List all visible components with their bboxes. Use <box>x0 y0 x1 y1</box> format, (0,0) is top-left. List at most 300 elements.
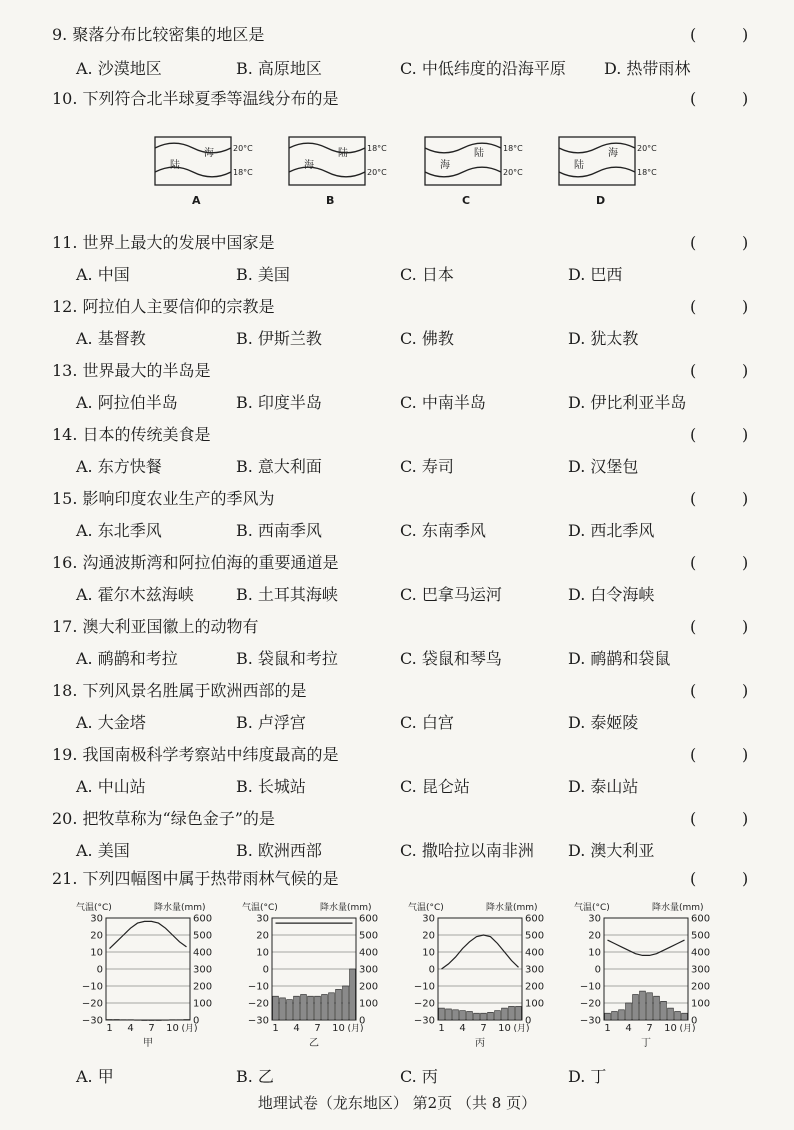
precip-axis-title: 降水量(mm) <box>486 903 538 913</box>
options-row <box>0 390 794 416</box>
isotherm-value: 20°C <box>367 168 387 177</box>
option-b[interactable]: B. 伊斯兰教 <box>236 329 322 348</box>
month-tick: 1 <box>438 1023 445 1034</box>
option-b[interactable]: B. 高原地区 <box>236 59 322 78</box>
precip-tick: 0 <box>691 1015 698 1027</box>
question-number: 11. <box>52 233 78 252</box>
option-b[interactable]: B. 卢浮宫 <box>236 713 306 732</box>
temp-tick: −20 <box>579 998 601 1010</box>
precip-bar <box>668 1008 674 1020</box>
question-number: 19. <box>52 745 78 764</box>
region-label: 海 <box>608 148 618 159</box>
temp-tick: 30 <box>588 913 601 925</box>
chart-name: 甲 <box>143 1038 153 1049</box>
precip-bar <box>439 1008 445 1020</box>
isotherm-value: 20°C <box>503 168 523 177</box>
precip-bar <box>280 998 286 1020</box>
question-number: 17. <box>52 617 78 636</box>
question-row <box>0 22 794 48</box>
precip-bar <box>467 1012 473 1021</box>
paren-close: ) <box>742 361 749 380</box>
question-row <box>0 294 794 320</box>
region-label: 海 <box>204 148 214 159</box>
precip-tick: 300 <box>525 964 545 976</box>
region-label: 海 <box>440 160 450 171</box>
chart-name: 乙 <box>309 1038 319 1049</box>
isotherm-value: 18°C <box>233 168 253 177</box>
precip-bar <box>488 1012 494 1020</box>
precip-bar <box>661 1001 667 1020</box>
precip-bar <box>322 995 328 1021</box>
question-row <box>0 742 794 768</box>
options-row <box>0 56 794 82</box>
option-a[interactable]: A. 霍尔木兹海峡 <box>76 585 194 604</box>
month-tick: 4 <box>293 1023 300 1034</box>
option-d[interactable]: D. 巴西 <box>568 265 623 284</box>
question-text: 我国南极科学考察站中纬度最高的是 <box>82 745 339 764</box>
question-text: 日本的传统美食是 <box>82 425 211 444</box>
option-d[interactable]: D. 丁 <box>568 1067 607 1086</box>
option-a[interactable]: A. 美国 <box>76 841 130 860</box>
precip-tick: 500 <box>691 930 711 942</box>
question-row <box>0 550 794 576</box>
question-row <box>0 678 794 704</box>
precip-bar <box>163 1020 169 1021</box>
month-tick: 4 <box>127 1023 134 1034</box>
precip-tick: 400 <box>691 947 711 959</box>
month-tick: 10 <box>498 1023 511 1034</box>
precip-bar <box>605 1013 611 1020</box>
option-a[interactable]: A. 东北季风 <box>76 521 162 540</box>
temp-tick: −10 <box>81 981 103 993</box>
temp-tick: −30 <box>579 1015 601 1027</box>
option-d[interactable]: D. 泰姬陵 <box>568 713 639 732</box>
precip-bar <box>301 995 307 1021</box>
climate-chart <box>242 898 404 1050</box>
question-stem <box>52 358 211 384</box>
option-c[interactable]: C. 中南半岛 <box>400 393 486 412</box>
month-tick: 10 <box>664 1023 677 1034</box>
isotherm-line <box>425 143 501 153</box>
isotherm-line <box>155 143 231 153</box>
precip-bar <box>647 993 653 1020</box>
paren-close: ) <box>742 809 749 828</box>
options-row <box>0 454 794 480</box>
isotherm-line <box>559 167 635 177</box>
paren-close: ) <box>742 745 749 764</box>
precip-tick: 100 <box>193 998 213 1010</box>
precip-bar <box>336 989 342 1020</box>
temp-tick: −30 <box>247 1015 269 1027</box>
temp-tick: 30 <box>256 913 269 925</box>
temp-tick: −30 <box>413 1015 435 1027</box>
precip-tick: 500 <box>525 930 545 942</box>
region-label: 陆 <box>338 148 348 159</box>
paren-open: ( <box>690 361 697 380</box>
precip-bar <box>640 991 646 1020</box>
option-c[interactable]: C. 袋鼠和琴鸟 <box>400 649 502 668</box>
paren-open: ( <box>690 869 697 888</box>
precip-bar <box>446 1009 452 1020</box>
option-d[interactable]: D. 泰山站 <box>568 777 639 796</box>
paren-open: ( <box>690 233 697 252</box>
option-d[interactable]: D. 汉堡包 <box>568 457 639 476</box>
question-stem <box>52 806 275 832</box>
option-d[interactable]: D. 犹太教 <box>568 329 639 348</box>
option-a[interactable]: A. 阿拉伯半岛 <box>76 393 178 412</box>
option-c[interactable]: C. 白宫 <box>400 713 454 732</box>
question-stem <box>52 742 339 768</box>
climate-chart <box>408 898 570 1050</box>
precip-bar <box>294 996 300 1020</box>
option-c[interactable]: C. 东南季风 <box>400 521 486 540</box>
isotherm-value: 18°C <box>367 144 387 153</box>
month-tick: 10 <box>166 1023 179 1034</box>
temp-tick: 10 <box>256 947 269 959</box>
question-row <box>0 422 794 448</box>
month-unit: (月) <box>181 1024 198 1034</box>
precip-tick: 100 <box>691 998 711 1010</box>
month-tick: 4 <box>625 1023 632 1034</box>
precip-bar <box>149 1020 155 1021</box>
precip-tick: 300 <box>359 964 379 976</box>
precip-tick: 600 <box>359 913 379 925</box>
question-stem <box>52 86 339 112</box>
paren-open: ( <box>690 89 697 108</box>
precip-tick: 200 <box>193 981 213 993</box>
precip-axis-title: 降水量(mm) <box>320 903 372 913</box>
option-a[interactable]: A. 甲 <box>76 1067 114 1086</box>
option-b[interactable]: B. 土耳其海峡 <box>236 585 338 604</box>
question-stem <box>52 422 211 448</box>
paren-open: ( <box>690 809 697 828</box>
options-row <box>0 646 794 672</box>
options-row <box>0 1064 794 1090</box>
option-b[interactable]: B. 美国 <box>236 265 290 284</box>
precip-bar <box>350 969 356 1020</box>
option-a[interactable]: A. 东方快餐 <box>76 457 162 476</box>
paren-open: ( <box>690 681 697 700</box>
option-c[interactable]: C. 巴拿马运河 <box>400 585 502 604</box>
temp-tick: −10 <box>247 981 269 993</box>
temp-tick: 0 <box>594 964 601 976</box>
month-tick: 4 <box>459 1023 466 1034</box>
diagram-label: B <box>326 194 335 207</box>
question-number: 10. <box>52 89 78 108</box>
precip-bar <box>329 993 335 1020</box>
month-tick: 1 <box>106 1023 113 1034</box>
month-unit: (月) <box>347 1024 364 1034</box>
question-text: 影响印度农业生产的季风为 <box>82 489 275 508</box>
paren-open: ( <box>690 489 697 508</box>
option-b[interactable]: B. 欧洲西部 <box>236 841 322 860</box>
precip-bar <box>453 1010 459 1020</box>
paren-close: ) <box>742 233 749 252</box>
precip-bar <box>308 996 314 1020</box>
precip-tick: 400 <box>359 947 379 959</box>
precip-tick: 600 <box>691 913 711 925</box>
isotherm-value: 20°C <box>637 144 657 153</box>
options-row <box>0 262 794 288</box>
temp-curve <box>608 940 685 955</box>
isotherm-diagram <box>556 134 674 190</box>
paren-close: ) <box>742 553 749 572</box>
option-b[interactable]: B. 长城站 <box>236 777 306 796</box>
isotherm-value: 18°C <box>503 144 523 153</box>
question-text: 聚落分布比较密集的地区是 <box>72 25 265 44</box>
precip-bar <box>654 996 660 1020</box>
question-number: 14. <box>52 425 78 444</box>
precip-tick: 600 <box>525 913 545 925</box>
question-row <box>0 866 794 892</box>
question-stem <box>52 614 259 640</box>
paren-open: ( <box>690 25 697 44</box>
option-c[interactable]: C. 昆仑站 <box>400 777 470 796</box>
temp-tick: 10 <box>588 947 601 959</box>
month-tick: 7 <box>480 1023 487 1034</box>
precip-bar <box>516 1006 522 1020</box>
diagram-label: C <box>462 194 471 207</box>
temp-tick: 20 <box>422 930 435 942</box>
precip-tick: 400 <box>193 947 213 959</box>
precip-tick: 600 <box>193 913 213 925</box>
precip-bar <box>626 1003 632 1020</box>
paren-open: ( <box>690 425 697 444</box>
question-number: 20. <box>52 809 78 828</box>
precip-bar <box>156 1020 162 1021</box>
option-a[interactable]: A. 大金塔 <box>76 713 146 732</box>
options-row <box>0 774 794 800</box>
precip-tick: 100 <box>525 998 545 1010</box>
precip-bar <box>128 1020 134 1021</box>
temp-axis-title: 气温(°C) <box>76 903 112 913</box>
question-text: 世界最大的半岛是 <box>82 361 211 380</box>
precip-tick: 500 <box>193 930 213 942</box>
isotherm-line <box>289 167 365 177</box>
precip-bar <box>509 1006 515 1020</box>
temp-tick: −20 <box>413 998 435 1010</box>
option-a[interactable]: A. 中山站 <box>76 777 146 796</box>
temp-tick: −10 <box>579 981 601 993</box>
paren-close: ) <box>742 489 749 508</box>
precip-tick: 0 <box>525 1015 532 1027</box>
temp-tick: 0 <box>262 964 269 976</box>
isotherm-line <box>155 167 231 177</box>
precip-bar <box>675 1012 681 1021</box>
precip-tick: 200 <box>691 981 711 993</box>
temp-tick: 0 <box>96 964 103 976</box>
isotherm-value: 18°C <box>637 168 657 177</box>
temp-tick: 0 <box>428 964 435 976</box>
option-c[interactable]: C. 寿司 <box>400 457 454 476</box>
isotherm-line <box>559 143 635 153</box>
precip-bar <box>460 1011 466 1020</box>
region-label: 陆 <box>474 148 484 159</box>
precip-bar <box>495 1011 501 1020</box>
question-number: 15. <box>52 489 78 508</box>
question-stem <box>52 866 339 892</box>
option-b[interactable]: B. 印度半岛 <box>236 393 322 412</box>
question-text: 世界上最大的发展中国家是 <box>82 233 275 252</box>
option-b[interactable]: B. 意大利面 <box>236 457 322 476</box>
question-text: 下列风景名胜属于欧洲西部的是 <box>82 681 307 700</box>
option-a[interactable]: A. 鸸鹋和考拉 <box>76 649 178 668</box>
option-c[interactable]: C. 撒哈拉以南非洲 <box>400 841 534 860</box>
precip-axis-title: 降水量(mm) <box>154 903 206 913</box>
question-text: 下列四幅图中属于热带雨林气候的是 <box>82 869 339 888</box>
precip-bar <box>287 1000 293 1020</box>
option-d[interactable]: D. 西北季风 <box>568 521 655 540</box>
month-tick: 7 <box>646 1023 653 1034</box>
paren-open: ( <box>690 297 697 316</box>
option-c[interactable]: C. 丙 <box>400 1067 438 1086</box>
temp-tick: −30 <box>81 1015 103 1027</box>
precip-bar <box>619 1010 625 1020</box>
precip-tick: 300 <box>691 964 711 976</box>
question-row <box>0 806 794 832</box>
option-a[interactable]: A. 沙漠地区 <box>76 59 162 78</box>
precip-bar <box>633 995 639 1021</box>
question-text: 阿拉伯人主要信仰的宗教是 <box>82 297 275 316</box>
question-text: 沟通波斯湾和阿拉伯海的重要通道是 <box>82 553 339 572</box>
isotherm-line <box>425 167 501 177</box>
option-a[interactable]: A. 中国 <box>76 265 130 284</box>
precip-bar <box>273 996 279 1020</box>
option-b[interactable]: B. 西南季风 <box>236 521 322 540</box>
question-row <box>0 614 794 640</box>
options-row <box>0 710 794 736</box>
temp-tick: 20 <box>588 930 601 942</box>
precip-bar <box>135 1020 141 1021</box>
paren-close: ) <box>742 89 749 108</box>
question-text: 澳大利亚国徽上的动物有 <box>82 617 259 636</box>
question-number: 9. <box>52 25 68 44</box>
option-d[interactable]: D. 澳大利亚 <box>568 841 655 860</box>
precip-tick: 300 <box>193 964 213 976</box>
precip-bar <box>612 1012 618 1021</box>
question-stem <box>52 486 275 512</box>
paren-open: ( <box>690 617 697 636</box>
paren-open: ( <box>690 553 697 572</box>
precip-bar <box>184 1019 190 1020</box>
precip-bar <box>170 1020 176 1021</box>
question-number: 13. <box>52 361 78 380</box>
temp-axis-title: 气温(°C) <box>408 903 444 913</box>
chart-name: 丙 <box>475 1038 485 1049</box>
options-row <box>0 326 794 352</box>
isotherm-line <box>289 143 365 153</box>
question-text: 把牧草称为“绿色金子”的是 <box>82 809 275 828</box>
chart-name: 丁 <box>641 1038 651 1049</box>
month-unit: (月) <box>679 1024 696 1034</box>
precip-tick: 200 <box>525 981 545 993</box>
options-row <box>0 518 794 544</box>
precip-tick: 200 <box>359 981 379 993</box>
question-row <box>0 86 794 112</box>
page-footer: 地理试卷（龙东地区） 第2页 （共 8 页） <box>257 1094 537 1112</box>
temp-tick: 20 <box>256 930 269 942</box>
question-stem <box>52 294 275 320</box>
option-d[interactable]: D. 伊比利亚半岛 <box>568 393 687 412</box>
option-c[interactable]: C. 中低纬度的沿海平原 <box>400 59 566 78</box>
temp-tick: 30 <box>90 913 103 925</box>
question-text: 下列符合北半球夏季等温线分布的是 <box>82 89 339 108</box>
option-a[interactable]: A. 基督教 <box>76 329 146 348</box>
precip-bar <box>121 1020 127 1021</box>
temp-tick: −20 <box>81 998 103 1010</box>
option-c[interactable]: C. 日本 <box>400 265 454 284</box>
option-b[interactable]: B. 袋鼠和考拉 <box>236 649 338 668</box>
option-d[interactable]: D. 热带雨林 <box>604 59 691 78</box>
option-b[interactable]: B. 乙 <box>236 1067 274 1086</box>
question-number: 16. <box>52 553 78 572</box>
paren-close: ) <box>742 869 749 888</box>
month-unit: (月) <box>513 1024 530 1034</box>
option-c[interactable]: C. 佛教 <box>400 329 454 348</box>
month-tick: 7 <box>148 1023 155 1034</box>
paren-close: ) <box>742 425 749 444</box>
precip-tick: 500 <box>359 930 379 942</box>
month-tick: 7 <box>314 1023 321 1034</box>
climate-chart <box>574 898 736 1050</box>
temp-tick: −10 <box>413 981 435 993</box>
month-tick: 1 <box>604 1023 611 1034</box>
temp-axis-title: 气温(°C) <box>574 903 610 913</box>
precip-bar <box>142 1020 148 1021</box>
precip-bar <box>682 1013 688 1020</box>
temp-axis-title: 气温(°C) <box>242 903 278 913</box>
diagram-label: A <box>192 194 201 207</box>
temp-tick: 10 <box>90 947 103 959</box>
climate-chart <box>76 898 238 1050</box>
diagram-label: D <box>596 194 606 207</box>
question-stem <box>52 230 275 256</box>
precip-bar <box>343 986 349 1020</box>
option-d[interactable]: D. 鸸鹋和袋鼠 <box>568 649 671 668</box>
isotherm-diagram <box>422 134 540 190</box>
paren-open: ( <box>690 745 697 764</box>
paren-close: ) <box>742 681 749 700</box>
month-tick: 1 <box>272 1023 279 1034</box>
precip-bar <box>107 1019 113 1020</box>
precip-tick: 100 <box>359 998 379 1010</box>
isotherm-diagram <box>152 134 270 190</box>
question-stem <box>52 678 307 704</box>
precip-tick: 0 <box>193 1015 200 1027</box>
paren-close: ) <box>742 297 749 316</box>
precip-bar <box>177 1020 183 1021</box>
option-d[interactable]: D. 白令海峡 <box>568 585 655 604</box>
temp-tick: 10 <box>422 947 435 959</box>
isotherm-value: 20°C <box>233 144 253 153</box>
precip-tick: 0 <box>359 1015 366 1027</box>
question-row <box>0 486 794 512</box>
question-row <box>0 230 794 256</box>
question-number: 21. <box>52 869 78 888</box>
question-number: 12. <box>52 297 78 316</box>
options-row <box>0 838 794 864</box>
paren-close: ) <box>742 25 749 44</box>
precip-bar <box>502 1008 508 1020</box>
precip-bar <box>474 1013 480 1020</box>
isotherm-diagram <box>286 134 404 190</box>
temp-tick: −20 <box>247 998 269 1010</box>
precip-bar <box>315 996 321 1020</box>
precip-bar <box>481 1013 487 1020</box>
paren-close: ) <box>742 617 749 636</box>
precip-bar <box>114 1019 120 1020</box>
region-label: 陆 <box>574 160 584 171</box>
